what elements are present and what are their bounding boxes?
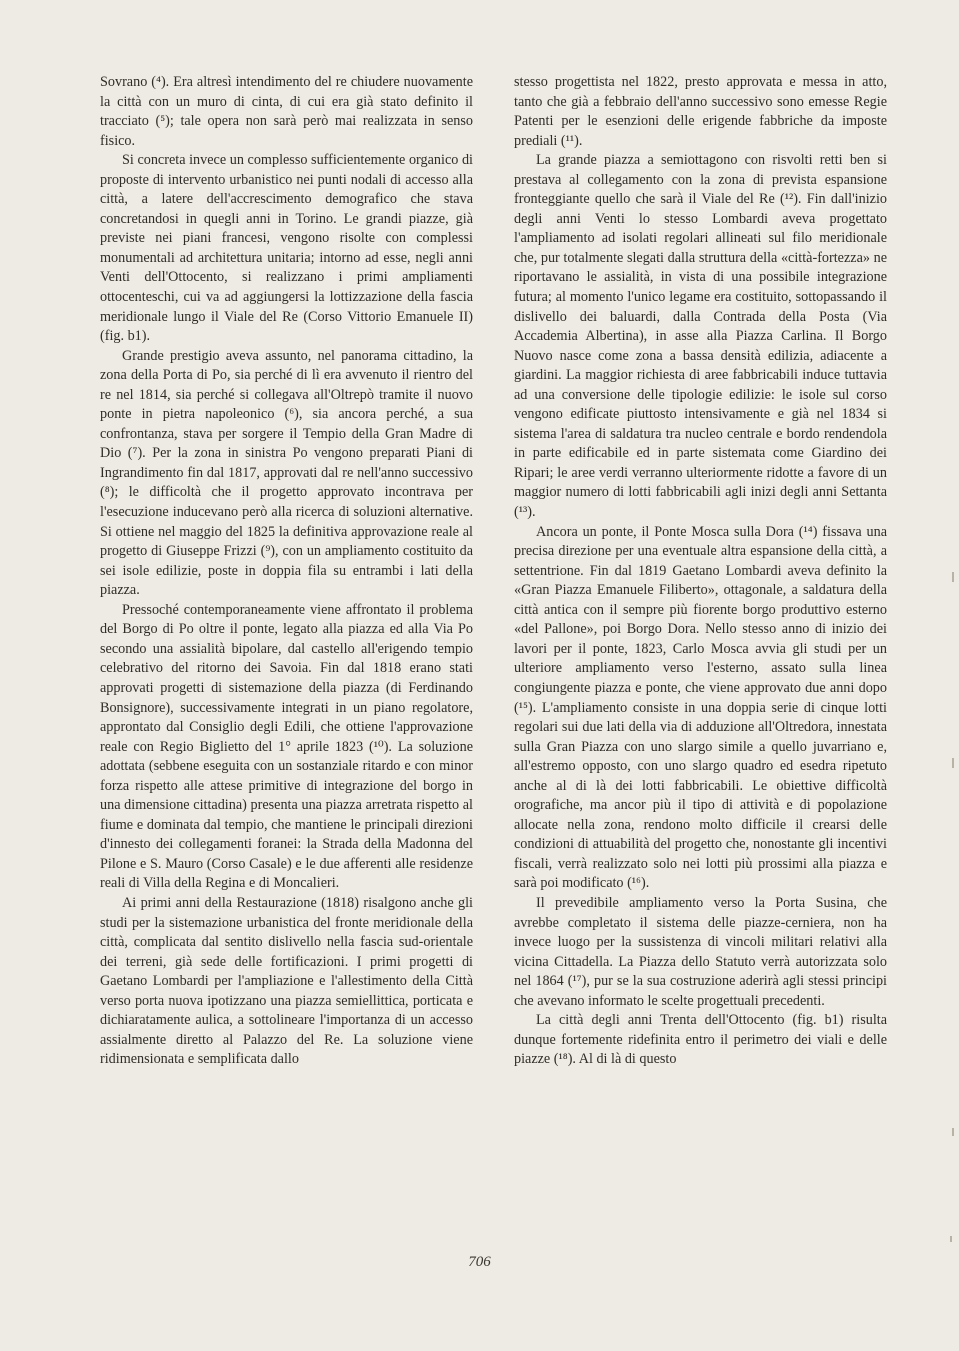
page-number: 706 bbox=[468, 1254, 491, 1270]
scan-mark bbox=[952, 758, 954, 768]
paragraph: La grande piazza a semiottagono con risvolti retti ben si prestava al collegamento con la zona di prevista espansione fronteggiante quello che sarà il Viale del Re (¹²). Fin dall'inizio degli anni Venti lo stesso Lombardi aveva progettato l'ampliamento ad isolati regolari allineati sul filo meridionale che, pur totalmente slegati dalla struttura della «città-fortezza» ne riportavano le assialità, in vista di una possibile integrazione futura; al momento l'unico legame era costituito, sottopassando il dislivello dei baluardi, dalla Contrada della Posta (Via Accademia Albertina), in asse alla Piazza Carlina. Il Borgo Nuovo nasce come zona a bassa densità edilizia, adiacente a giardini. La maggior richiesta di aree fabbricabili induce tuttavia ad una conversione delle tipologie edilizie: le isole sul corso vengono edificate piuttosto intensivamente e già nel 1834 si sistema l'area di saldatura tra nucleo centrale e bordo rendendola in parte edificabile ed in parte sistemata come Giardino dei Ripari; le aree verdi verranno ulteriormente ridotte a favore di un maggior numero di lotti fabbricabili agli inizi degli anni Settanta (¹³). bbox=[514, 152, 887, 521]
right-column bbox=[514, 73, 887, 1070]
paragraph: Si concreta invece un complesso sufficientemente organico di proposte di intervento urbanistico nei punti nodali di accesso alla città, a latere dell'accrescimento demografico che stava concretandosi in quegli anni in Torino. Le grandi piazze, già previste nei piani francesi, vengono risolte con complessi monumentali ad architettura unitaria; intorno ad esse, negli anni Venti dell'Ottocento, si realizzano i primi ampliamenti ottocenteschi, cui va ad aggiungersi la lottizzazione della fascia meridionale lungo il Viale del Re (Corso Vittorio Emanuele II) (fig. b1). bbox=[100, 152, 473, 345]
paragraph: Il prevedibile ampliamento verso la Porta Susina, che avrebbe completato il sistema delle piazze-cerniera, non ha invece luogo per la sussistenza di vincoli militari relativi alla vicina Cittadella. La Piazza dello Statuto verrà autorizzata solo nel 1864 (¹⁷), pur se la sua costruzione aderirà agli stessi principi che avevano informato le scelte progettuali precedenti. bbox=[514, 894, 887, 1009]
paragraph: Grande prestigio aveva assunto, nel panorama cittadino, la zona della Porta di Po, sia perché di lì era avvenuto il rientro del re nel 1814, sia perché si collegava all'Oltrepò tramite il nuovo ponte in pietra napoleonico (⁶), sia ancora perché, a sua confrontanza, stava per sorgere il Tempio della Gran Madre di Dio (⁷). Per la zona in sinistra Po vengono preparati Piani di Ingrandimento fin dal 1817, approvati dal re nell'anno successivo (⁸); le difficoltà che il progetto approvato incontrava per l'esecuzione inducevano però alla ricerca di soluzioni alternative. Si ottiene nel maggio del 1825 la definitiva approvazione reale al progetto di Giuseppe Frizzi (⁹), con un ampliamento costituito da sei isole edilizie, poste in doppia fila su entrambi i lati della piazza. bbox=[100, 347, 473, 599]
left-column bbox=[100, 73, 473, 1070]
paragraph: Ai primi anni della Restaurazione (1818) risalgono anche gli studi per la sistemazione urbanistica del fronte meridionale della città, complicata dal sentito dislivello nella fascia sud-orientale dei terreni, già sede delle fortificazioni. I primi progetti di Gaetano Lombardi per l'ampliazione e l'allestimento della Città verso porta nuova ipotizzano una piazza semiellittica, porticata e dichiaratamente aulica, a sottolineare l'importanza di un accesso assialmente diretto al Palazzo del Re. La soluzione viene ridimensionata e semplificata dallo bbox=[100, 894, 473, 1068]
paragraph: Pressoché contemporaneamente viene affrontato il problema del Borgo di Po oltre il ponte, legato alla piazza ed alla Via Po secondo una assialità bipolare, dal castello all'erigendo tempio celebrativo del ritorno dei Savoia. Fin dal 1818 erano stati approvati progetti di sistemazione della piazza (di Ferdinando Bonsignore), successivamente integrati in un piano regolatore, approntato dal Consiglio degli Edili, che ottiene l'approvazione reale con Regio Biglietto del 1° aprile 1823 (¹⁰). La soluzione adottata (sebbene eseguita con un sostanziale ritardo e con minor forza rispetto alle attese primitive di integrazione del borgo in una dimensione cittadina) presenta una piazza arretrata rispetto al fiume e dominata dal tempio, che mantiene le principali direzioni d'innesto dei collegamenti foranei: la Strada della Madonna del Pilone e S. Mauro (Corso Casale) e le due afferenti alle residenze reali di Villa della Regina e di Moncalieri. bbox=[100, 601, 473, 892]
paragraph: stesso progettista nel 1822, presto approvata e messa in atto, tanto che già a febbraio dell'anno successivo sono emesse Regie Patenti per le esenzioni delle erigende fabbriche da imposte prediali (¹¹). bbox=[514, 74, 887, 149]
scan-mark bbox=[952, 572, 954, 582]
paragraph: Sovrano (⁴). Era altresì intendimento del re chiudere nuovamente la città con un muro di cinta, di cui era già stato definito il tracciato (⁵); tale opera non sarà però mai realizzata in senso fisico. bbox=[100, 74, 473, 149]
scan-mark bbox=[950, 1236, 952, 1242]
paragraph: Ancora un ponte, il Ponte Mosca sulla Dora (¹⁴) fissava una precisa direzione per una eventuale altra espansione della città, a settentrione. Fin dal 1819 Gaetano Lombardi aveva definito la «Gran Piazza Emanuele Filiberto», ottagonale, a saldatura della città antica con il sempre più fiorente borgo produttivo esterno «del Pallone», poi Borgo Dora. Nello stesso anno di inizio dei lavori per il ponte, 1823, Carlo Mosca avvia gli studi per un ulteriore ampliamento verso l'esterno, assato sulla linea congiungente piazza e ponte, che viene approvato due anni dopo (¹⁵). L'ampliamento consiste in una doppia serie di cinque lotti regolari sui due lati della via di adduzione all'Oltredora, innestata sulla Gran Piazza con uno slargo simile a quello juvarriano e, all'estremo opposto, con uno slargo quadro ed esedra ripetuto anche al di là dei lotti fabbricabili. Le obiettive difficoltà orografiche, ma ancor più il tipo di attività e di popolazione allocate nella zona, rendono molto difficile il crearsi delle condizioni di attuabilità del progetto che, nonostante gli incentivi fiscali, verrà realizzato solo nei lotti più prossimi alla piazza e sarà poi modificato (¹⁶). bbox=[514, 523, 887, 892]
scan-mark bbox=[952, 1128, 954, 1136]
paragraph: La città degli anni Trenta dell'Ottocento (fig. b1) risulta dunque fortemente ridefinita entro il perimetro dei viali e delle piazze (¹⁸). Al di là di questo bbox=[514, 1012, 887, 1068]
